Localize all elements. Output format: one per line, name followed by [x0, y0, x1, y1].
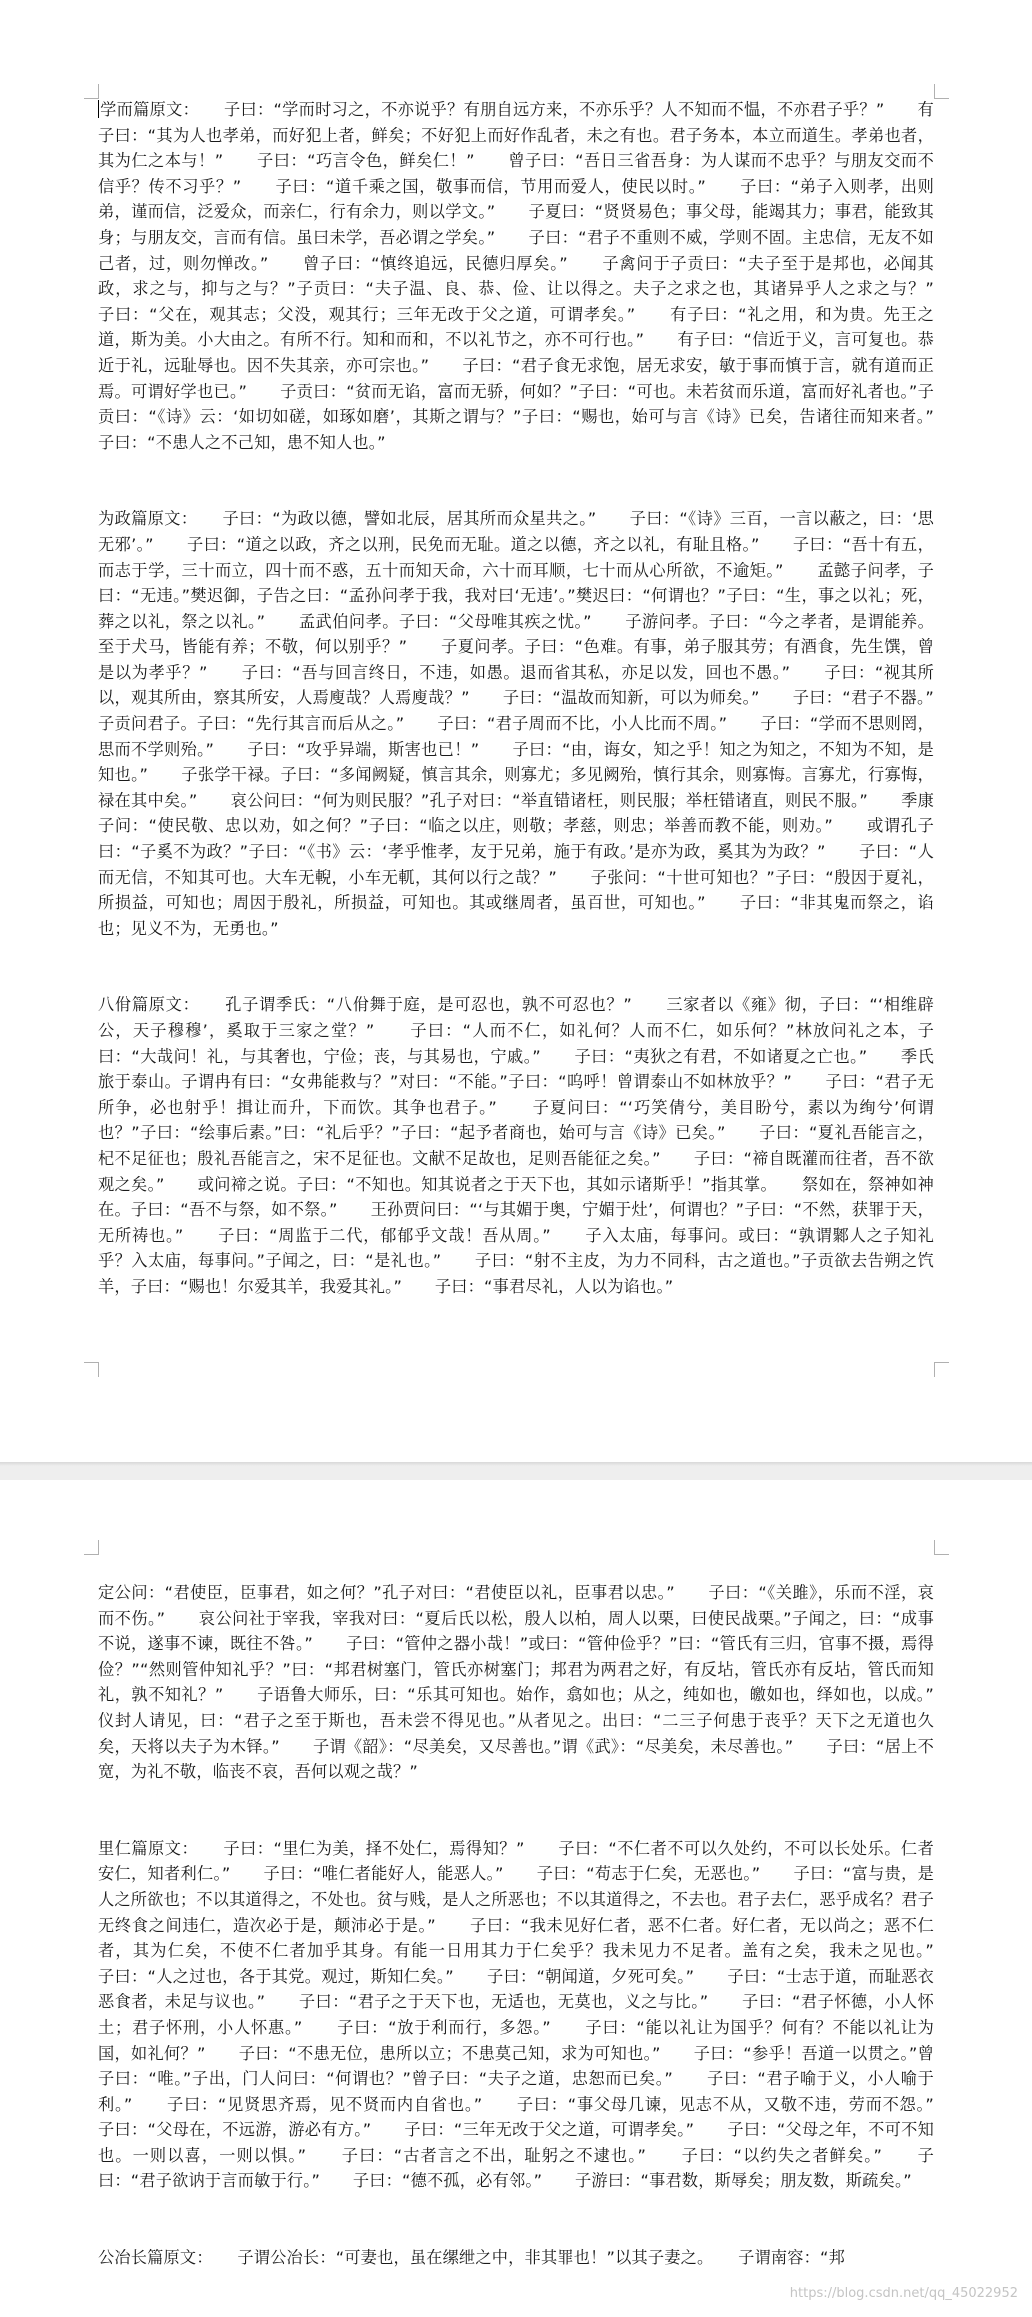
paragraph-bayi-cont[interactable]: [98, 1580, 967, 1785]
page-text-area[interactable]: [98, 1580, 967, 2271]
paragraph-text: 为政篇原文： 子曰：“为政以德，譬如北辰，居其所而众星共之。” 子曰：“《诗》三百，一言以蔽之，曰：‘思无邪’。” 子曰：“道之以政，齐之以刑，民免而无耻。道之以德，齐之以礼，有耻且格。” 子曰：“吾十有五，而志于学，三十而立，四十而不惑，五十而知天命，六十而耳顺，七十而从心所欲，不逾矩。” 孟懿子问孝，子曰：“无违。”樊迟御，子告之曰：“孟孙问孝于我，我对曰‘无违’。”樊迟曰：“何谓也？”子曰：“生，事之以礼；死，葬之以礼，祭之以礼。” 孟武伯问孝。子曰：“父母唯其疾之忧。” 子游问孝。子曰：“今之孝者，是谓能养。至于犬马，皆能有养；不敬，何以别乎？” 子夏问孝。子曰：“色难。有事，弟子服其劳；有酒食，先生馔，曾是以为孝乎？” 子曰：“吾与回言终日，不违，如愚。退而省其私，亦足以发，回也不愚。” 子曰：“视其所以，观其所由，察其所安，人焉廋哉？人焉廋哉？” 子曰：“温故而知新，可以为师矣。” 子曰：“君子不器。” 子贡问君子。子曰：“先行其言而后从之。” 子曰：“君子周而不比，小人比而不周。” 子曰：“学而不思则罔，思而不学则殆。” 子曰：“攻乎异端，斯害也已！” 子曰：“由，诲女，知之乎！知之为知之，不知为不知，是知也。” 子张学干禄。子曰：“多闻阙疑，慎言其余，则寡尤；多见阙殆，慎行其余，则寡悔。言寡尤，行寡悔，禄在其中矣。” 哀公问曰：“何为则民服？”孔子对曰：“举直错诸枉，则民服；举枉错诸直，则民不服。” 季康子问：“使民敬、忠以劝，如之何？”子曰：“临之以庄，则敬；孝慈，则忠；举善而教不能，则劝。” 或谓孔子曰：“子奚不为政？”子曰：“《书》云：‘孝乎惟孝，友于兄弟，施于有政。’是亦为政，奚其为为政？” 子曰：“人而无信，不知其可也。大车无輗，小车无軏，其何以行之哉？” 子张问：“十世可知也？”子曰：“殷因于夏礼，所损益，可知也；周因于殷礼，所损益，可知也。其或继周者，虽百世，可知也。” 子曰：“非其鬼而祭之，谄也；见义不为，无勇也。”: [98, 509, 967, 938]
paragraph-text: 定公问：“君使臣，臣事君，如之何？”孔子对曰：“君使臣以礼，臣事君以忠。” 子曰：“《关雎》，乐而不淫，哀而不伤。” 哀公问社于宰我，宰我对曰：“夏后氏以松，殷人以柏，周人以栗，曰使民战栗。”子闻之，曰：“成事不说，遂事不谏，既往不咎。” 子曰：“管仲之器小哉！”或曰：“管仲俭乎？”曰：“管氏有三归，官事不摄，焉得俭？”“然则管仲知礼乎？”曰：“邦君树塞门，管氏亦树塞门；邦君为两君之好，有反坫，管氏亦有反坫，管氏而知礼，孰不知礼？” 子语鲁大师乐，曰：“乐其可知也。始作，翕如也；从之，纯如也，皦如也，绎如也，以成。” 仪封人请见，曰：“君子之至于斯也，吾未尝不得见也。”从者见之。出曰：“二三子何患于丧乎？天下之无道也久矣，天将以夫子为木铎。” 子谓《韶》：“尽美矣，又尽善也。”谓《武》：“尽美矣，未尽善也。” 子曰：“居上不宽，为礼不敬，临丧不哀，吾何以观之哉？”: [98, 1583, 967, 1782]
paragraph-text: 里仁篇原文： 子曰：“里仁为美，择不处仁，焉得知？” 子曰：“不仁者不可以久处约，不可以长处乐。仁者安仁，知者利仁。” 子曰：“唯仁者能好人，能恶人。” 子曰：“苟志于仁矣，无恶也。” 子曰：“富与贵，是人之所欲也；不以其道得之，不处也。贫与贱，是人之所恶也；不以其道得之，不去也。君子去仁，恶乎成名？君子无终食之间违仁，造次必于是，颠沛必于是。” 子曰：“我未见好仁者，恶不仁者。好仁者，无以尚之；恶不仁者，其为仁矣，不使不仁者加乎其身。有能一日用其力于仁矣乎？我未见力不足者。盖有之矣，我未之见也。” 子曰：“人之过也，各于其党。观过，斯知仁矣。” 子曰：“朝闻道，夕死可矣。” 子曰：“士志于道，而耻恶衣恶食者，未足与议也。” 子曰：“君子之于天下也，无适也，无莫也，义之与比。” 子曰：“君子怀德，小人怀土；君子怀刑，小人怀惠。” 子曰：“放于利而行，多怨。” 子曰：“能以礼让为国乎？何有？不能以礼让为国，如礼何？” 子曰：“不患无位，患所以立；不患莫己知，求为可知也。” 子曰：“参乎！吾道一以贯之。”曾子曰：“唯。”子出，门人问曰：“何谓也？”曾子曰：“夫子之道，忠恕而已矣。” 子曰：“君子喻于义，小人喻于利。” 子曰：“见贤思齐焉，见不贤而内自省也。” 子曰：“事父母几谏，见志不从，又敬不违，劳而不怨。” 子曰：“父母在，不远游，游必有方。” 子曰：“三年无改于父之道，可谓孝矣。” 子曰：“父母之年，不可不知也。一则以喜，一则以惧。” 子曰：“古者言之不出，耻躬之不逮也。” 子曰：“以约失之者鲜矣。” 子曰：“君子欲讷于言而敏于行。” 子曰：“德不孤，必有邻。” 子游曰：“事君数，斯辱矣；朋友数，斯疏矣。”: [98, 1838, 967, 2191]
page-text-area[interactable]: [98, 97, 967, 1300]
paragraph-gongyechang[interactable]: [98, 2245, 934, 2271]
paragraph-xueer[interactable]: [98, 97, 967, 455]
page-corner-mark: [934, 1540, 949, 1555]
text-cursor: [98, 100, 99, 118]
paragraph-text: 八佾篇原文： 孔子谓季氏：“八佾舞于庭，是可忍也，孰不可忍也？” 三家者以《雍》彻，子曰：“‘相维辟公，天子穆穆’，奚取于三家之堂？” 子曰：“人而不仁，如礼何？人而不仁，如乐何？”林放问礼之本，子曰：“大哉问！礼，与其奢也，宁俭；丧，与其易也，宁戚。” 子曰：“夷狄之有君，不如诸夏之亡也。” 季氏旅于泰山。子谓冉有曰：“女弗能救与？”对曰：“不能。”子曰：“呜呼！曾谓泰山不如林放乎？” 子曰：“君子无所争，必也射乎！揖让而升，下而饮。其争也君子。” 子夏问曰：“‘巧笑倩兮，美目盼兮，素以为绚兮’何谓也？”子曰：“绘事后素。”曰：“礼后乎？”子曰：“起予者商也，始可与言《诗》已矣。” 子曰：“夏礼吾能言之，杞不足征也；殷礼吾能言之，宋不足征也。文献不足故也，足则吾能征之矣。” 子曰：“禘自既灌而往者，吾不欲观之矣。” 或问禘之说。子曰：“不知也。知其说者之于天下也，其如示诸斯乎！”指其掌。 祭如在，祭神如神在。子曰：“吾不与祭，如不祭。” 王孙贾问曰：“‘与其媚于奥，宁媚于灶’，何谓也？”子曰：“不然，获罪于天，无所祷也。” 子曰：“周监于二代，郁郁乎文哉！吾从周。” 子入太庙，每事问。或曰：“孰谓鄹人之子知礼乎？入太庙，每事问。”子闻之，曰：“是礼也。” 子曰：“射不主皮，为力不同科，古之道也。”子贡欲去告朔之饩羊，子曰：“赐也！尔爱其羊，我爱其礼。” 子曰：“事君尽礼，人以为谄也。”: [98, 995, 934, 1296]
page-corner-mark: [84, 1540, 99, 1555]
watermark-text: https://blog.csdn.net/qq_45022952: [789, 2286, 1018, 2301]
paragraph-bayi[interactable]: [98, 992, 934, 1299]
paragraph-text: 学而篇原文： 子曰：“学而时习之，不亦说乎？有朋自远方来，不亦乐乎？人不知而不愠，不亦君子乎？” 有子曰：“其为人也孝弟，而好犯上者，鲜矣；不好犯上而好作乱者，未之有也。君子务本，本立而道生。孝弟也者，其为仁之本与！” 子曰：“巧言令色，鲜矣仁！” 曾子曰：“吾日三省吾身：为人谋而不忠乎？与朋友交而不信乎？传不习乎？” 子曰：“道千乘之国，敬事而信，节用而爱人，使民以时。” 子曰：“弟子入则孝，出则弟，谨而信，泛爱众，而亲仁，行有余力，则以学文。” 子夏曰：“贤贤易色；事父母，能竭其力；事君，能致其身；与朋友交，言而有信。虽曰未学，吾必谓之学矣。” 子曰：“君子不重则不威，学则不固。主忠信，无友不如己者，过，则勿惮改。” 曾子曰：“慎终追远，民德归厚矣。” 子禽问于子贡曰：“夫子至于是邦也，必闻其政，求之与，抑与之与？”子贡曰：“夫子温、良、恭、俭、让以得之。夫子之求之也，其诸异乎人之求之与？” 子曰：“父在，观其志；父没，观其行；三年无改于父之道，可谓孝矣。” 有子曰：“礼之用，和为贵。先王之道，斯为美。小大由之。有所不行。知和而和，不以礼节之，亦不可行也。” 有子曰：“信近于义，言可复也。恭近于礼，远耻辱也。因不失其亲，亦可宗也。” 子曰：“君子食无求饱，居无求安，敏于事而慎于言，就有道而正焉。可谓好学也已。” 子贡曰：“贫而无谄，富而无骄，何如？”子曰：“可也。未若贫而乐道，富而好礼者也。”子贡曰：“《诗》云：‘如切如磋，如琢如磨’，其斯之谓与？”子曰：“赐也，始可与言《诗》已矣，告诸往而知来者。” 子曰：“不患人之不己知，患不知人也。”: [98, 100, 967, 452]
paragraph-text: 公冶长篇原文： 子谓公冶长：“可妻也，虽在缧绁之中，非其罪也！”以其子妻之。 子谓南容：“邦: [98, 2248, 845, 2268]
page-corner-mark: [934, 84, 949, 99]
page-corner-mark: [934, 1362, 949, 1377]
paragraph-weizheng[interactable]: [98, 506, 967, 941]
paragraph-liren[interactable]: [98, 1836, 967, 2194]
document-page-2: [0, 1480, 1032, 2317]
page-corner-mark: [84, 1362, 99, 1377]
page-corner-mark: [84, 84, 99, 99]
page-gap-shadow: [0, 1462, 1032, 1466]
